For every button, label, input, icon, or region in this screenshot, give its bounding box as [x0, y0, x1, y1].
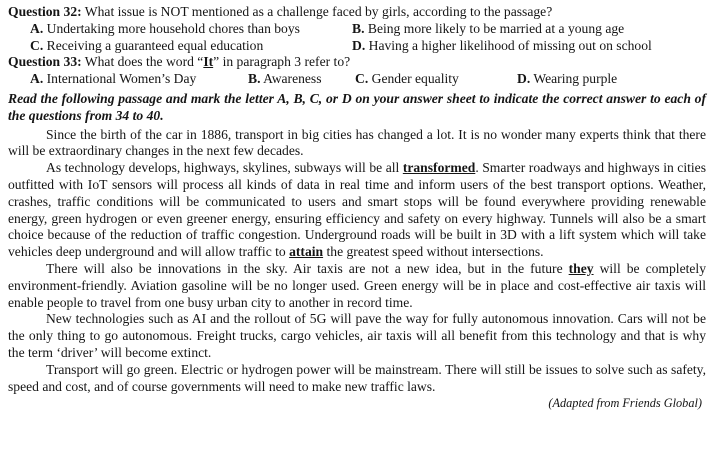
passage-paragraph-4 [8, 311, 706, 361]
question-32-line [8, 4, 706, 21]
paragraph-2-keyword-transformed: transformed [402, 160, 476, 176]
question-33-text-post: ” in paragraph 3 refer to? [213, 54, 351, 70]
passage-paragraph-1 [8, 127, 706, 161]
option-32-a-letter: A. [30, 20, 44, 36]
question-32 [8, 4, 706, 54]
option-33-d [517, 71, 706, 88]
question-33 [8, 54, 706, 88]
question-33-options [30, 71, 706, 88]
option-33-a-letter: A. [30, 71, 44, 87]
question-33-label: Question 33: [8, 54, 82, 70]
option-32-a [30, 21, 352, 38]
passage-instruction: Read the following passage and mark the letter A, B, C, or D on your answer sheet to indicate the correct answer to each of the questions from 34 to 40. [8, 90, 706, 123]
question-32-options [30, 21, 706, 55]
paragraph-5-text: Transport will go green. Electric or hydrogen power will be mainstream. There will still be issues to solve such as safety, speed and cost, and of course governments will need to make new traffic laws. [8, 361, 706, 394]
option-32-c-text: Receiving a guaranteed equal education [46, 37, 264, 53]
option-33-b-letter: B. [248, 71, 261, 87]
question-32-label: Question 32: [8, 4, 82, 19]
paragraph-4-text: New technologies such as AI and the rollout of 5G will pave the way for fully autonomous innovation. Cars will not be the only thing to go autonomous. Freight trucks, cargo vehicles, air taxis will all benefit from this technology and that is why the term ‘driver’ will become extinct. [8, 311, 706, 360]
option-32-d-text: Having a higher likelihood of missing out on school [368, 37, 652, 53]
question-33-line [8, 54, 706, 71]
option-32-b [352, 21, 706, 38]
question-33-text-pre: What does the word “ [84, 54, 204, 70]
option-33-c [355, 71, 517, 88]
paragraph-1-text: Since the birth of the car in 1886, transport in big cities has changed a lot. It is no wonder many experts think that there will be extraordinary changes in the next few decades. [8, 126, 706, 159]
option-32-b-text: Being more likely to be married at a young age [367, 20, 625, 36]
option-33-d-text: Wearing purple [533, 71, 618, 87]
passage-paragraph-2 [8, 160, 706, 261]
paragraph-2-text-a: As technology develops, highways, skylines, subways will be all [46, 160, 403, 176]
paragraph-3-text-a: There will also be innovations in the sky. Air taxis are not a new idea, but in the future [46, 260, 569, 276]
paragraph-3-keyword-they: they [568, 260, 594, 276]
paragraph-2-keyword-attain: attain [289, 244, 324, 260]
option-33-b [248, 71, 355, 88]
option-33-d-letter: D. [517, 71, 531, 87]
question-32-text: What issue is NOT mentioned as a challenge faced by girls, according to the passage? [84, 4, 553, 19]
option-32-c-letter: C. [30, 37, 44, 53]
option-33-a-text: International Women’s Day [46, 71, 197, 87]
question-33-keyword: It [203, 54, 214, 70]
paragraph-3-text-b: will be completely environment-friendly. Aviation gasoline will be no longer used. Green energy will be in place and cost-effective air taxis will enable people to travel from one busy urban city to another in record time. [8, 260, 706, 310]
option-32-a-text: Undertaking more household chores than boys [46, 20, 300, 36]
option-33-b-text: Awareness [263, 71, 322, 87]
passage-paragraph-3 [8, 261, 706, 311]
option-33-c-text: Gender equality [371, 71, 459, 87]
passage-paragraph-5 [8, 362, 706, 396]
option-32-b-letter: B. [352, 20, 365, 36]
option-33-a [30, 71, 248, 88]
option-32-d [352, 38, 706, 55]
option-32-d-letter: D. [352, 37, 366, 53]
passage-source-credit: (Adapted from Friends Global) [548, 396, 702, 411]
paragraph-2-text-b: . Smarter roadways and highways in cities outfitted with IoT sensors will process all kinds of data in real time and inform users of the best transport options. Weather, crashes, traffic conditions will be communicated to users and smart stops will be found everywhere providing renewable energy, green hydrogen or even greener energy, ensuring efficiency and safety on every highway. Tunnels will also be a smart choice because of the reduction of traffic congestion. Underground roads will be built in 3D with a lift system which will take vehicles deep underground and will allow traffic to [8, 160, 706, 260]
option-33-c-letter: C. [355, 71, 369, 87]
paragraph-2-text-c: the greatest speed without intersections. [323, 244, 544, 260]
option-32-c [30, 38, 352, 55]
